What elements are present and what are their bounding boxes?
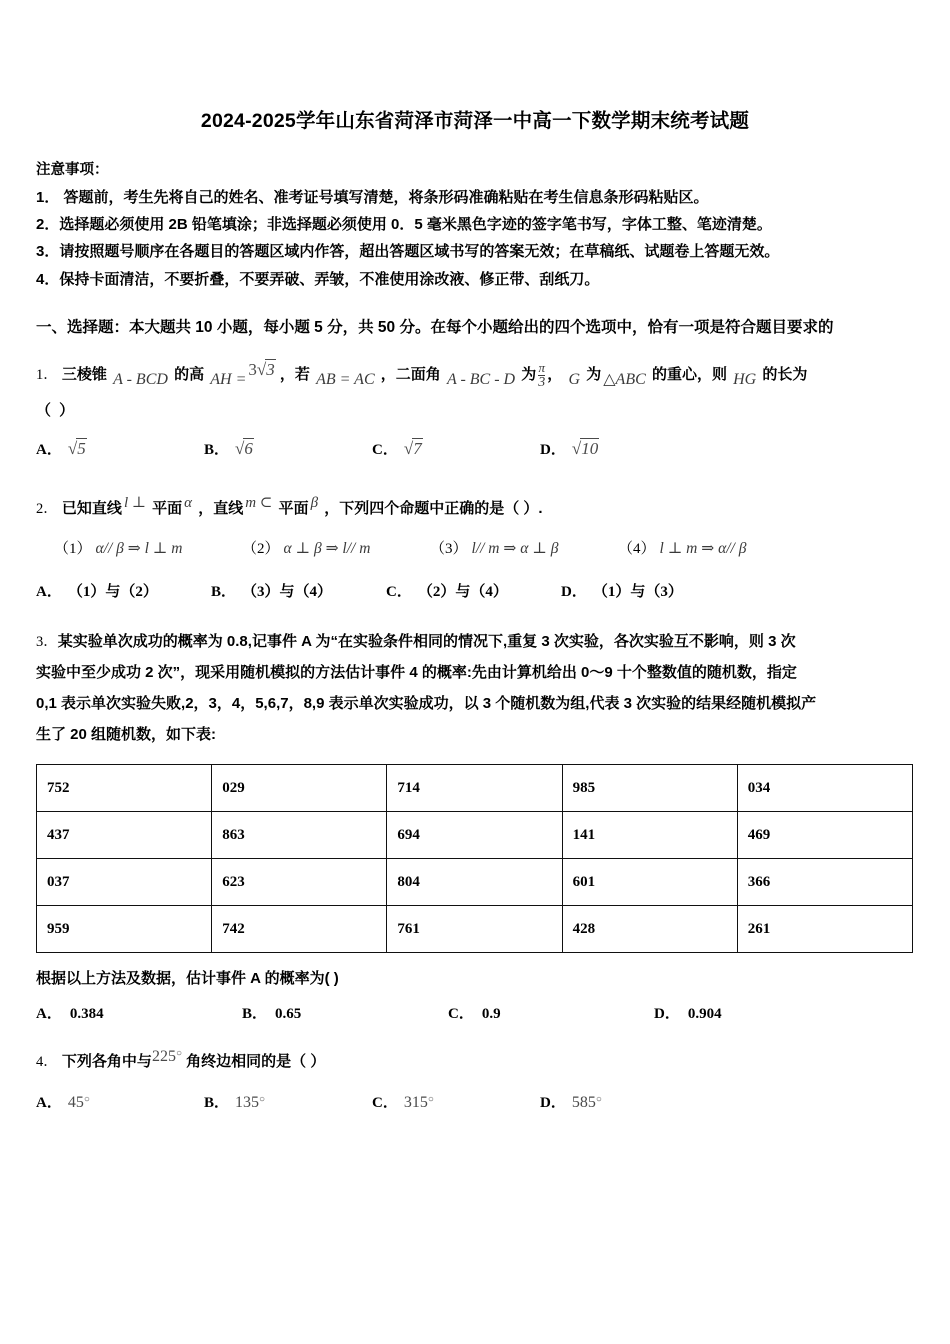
option-value-degrees: 315○ <box>403 1093 434 1111</box>
table-cell: 601 <box>562 859 737 906</box>
question-2-text-1: 已知直线 <box>61 500 122 518</box>
proposition-number: （3） <box>430 541 468 558</box>
option-label: D． <box>654 1006 680 1023</box>
table-cell: 694 <box>387 812 562 859</box>
table-cell: 623 <box>212 859 387 906</box>
question-1-text-1: 三棱锥 <box>61 365 107 383</box>
question-2-number: 2． <box>36 501 58 518</box>
option-label: C． <box>448 1006 474 1023</box>
table-cell: 437 <box>37 812 212 859</box>
question-4-text-1: 下列各角中与 <box>61 1053 152 1071</box>
degree-icon: ○ <box>83 1093 90 1105</box>
question-1-option-a[interactable] <box>36 438 204 459</box>
table-cell: 366 <box>737 859 912 906</box>
question-4-options <box>36 1091 914 1112</box>
sqrt-coefficient: 3 <box>248 359 257 379</box>
degree-icon: ○ <box>259 1093 266 1105</box>
table-cell: 761 <box>387 906 562 953</box>
question-1-option-c[interactable] <box>372 438 540 459</box>
table-row <box>37 859 913 906</box>
option-label: B． <box>204 1094 230 1111</box>
option-label: D． <box>540 1094 566 1111</box>
page-title: 2024-2025学年山东省菏泽市菏泽一中高一下数学期末统考试题 <box>200 110 750 132</box>
option-label: A． <box>36 1094 62 1111</box>
question-4-number: 4． <box>36 1054 58 1071</box>
option-label: C． <box>372 1094 398 1111</box>
notice-heading: 注意事项： <box>36 162 109 179</box>
option-value: （1）与（3） <box>592 584 683 601</box>
table-cell: 261 <box>737 906 912 953</box>
question-3-line-2: 实验中至少成功 2 次”，现采用随机模拟的方法估计事件 4 的概率:先由计算机给出 0～9 十个整数值的随机数，指定 <box>36 664 797 682</box>
question-1 <box>36 353 914 395</box>
question-2-math-3: m ⊂ <box>245 495 273 512</box>
question-1-text-2: 的高 <box>174 365 205 383</box>
question-3-line-3: 0,1 表示单次实验失败,2，3，4，5,6,7，8,9 表示单次实验成功，以 3 个随机数为组,代表 3 次实验的结果经随机模拟产 <box>36 694 817 712</box>
question-4-option-d[interactable] <box>540 1091 708 1112</box>
option-value: 0.904 <box>687 1006 722 1023</box>
fraction-denominator: 3 <box>538 374 546 390</box>
question-4-angle-value: 225○ <box>151 1048 182 1066</box>
question-3 <box>36 627 914 750</box>
option-value: 0.384 <box>69 1006 104 1023</box>
question-1-text-7: 为 <box>586 365 602 383</box>
option-value-sqrt: √6 <box>235 439 253 459</box>
question-1-text-3: ，若 <box>279 365 310 383</box>
option-label: A． <box>36 442 62 459</box>
question-2 <box>36 489 914 523</box>
question-1-math-6: △ABC <box>603 370 646 388</box>
question-1-text-9: 的长为 <box>762 365 808 383</box>
question-1-math-1: A - BCD <box>113 370 168 388</box>
table-row <box>37 765 913 812</box>
table-cell: 037 <box>37 859 212 906</box>
table-cell: 742 <box>212 906 387 953</box>
option-label: A． <box>36 1006 62 1023</box>
question-1-math-3: AB = AC <box>316 370 375 388</box>
table-cell: 141 <box>562 812 737 859</box>
notice-item-1: 1． 答题前，考生先将自己的姓名、准考证号填写清楚，将条形码准确粘贴在考生信息条形码粘贴区。 <box>36 188 709 206</box>
option-label: B． <box>242 1006 268 1023</box>
question-1-math-4: A - BC - D <box>446 370 516 388</box>
question-4-option-a[interactable] <box>36 1091 204 1112</box>
question-1-math-2: AH = <box>210 370 247 388</box>
question-3-line-1 <box>36 627 914 658</box>
question-4-option-b[interactable] <box>204 1091 372 1112</box>
question-1-option-b[interactable] <box>204 438 372 459</box>
question-1-options <box>36 438 914 459</box>
question-2-text-4: 平面 <box>278 500 309 518</box>
table-cell: 959 <box>37 906 212 953</box>
question-2-option-a[interactable] <box>36 580 211 601</box>
question-4-text-2: 角终边相同的是（ ） <box>186 1053 326 1071</box>
question-3-option-a[interactable] <box>36 1002 242 1023</box>
question-2-math-2: α <box>184 495 193 512</box>
question-1-number: 1． <box>36 366 58 383</box>
option-label: A． <box>36 584 62 601</box>
option-value: 0.65 <box>275 1006 302 1023</box>
question-2-option-b[interactable] <box>211 580 386 601</box>
question-4-option-c[interactable] <box>372 1091 540 1112</box>
question-2-option-d[interactable] <box>561 580 683 601</box>
degree-icon: ○ <box>595 1093 602 1105</box>
table-cell: 034 <box>737 765 912 812</box>
question-2-propositions <box>36 537 914 558</box>
option-label: D． <box>540 442 566 459</box>
proposition-number: （4） <box>618 541 656 558</box>
option-value-degrees: 45○ <box>67 1093 90 1111</box>
notice-item-4: 4．保持卡面清洁，不要折叠，不要弄破、弄皱，不准使用涂改液、修正带、刮纸刀。 <box>36 270 600 288</box>
option-value: （3）与（4） <box>242 584 333 601</box>
question-1-option-d[interactable] <box>540 438 708 459</box>
question-1-sqrt-1: 3√3 <box>248 359 275 379</box>
table-row <box>37 812 913 859</box>
option-value-sqrt: √5 <box>67 439 86 459</box>
random-number-table <box>36 764 913 953</box>
proposition-number: （2） <box>242 541 280 558</box>
proposition-body: l ⊥ m ⇒ α// β <box>659 540 747 558</box>
question-2-proposition-1 <box>54 537 242 558</box>
question-3-option-c[interactable] <box>448 1002 654 1023</box>
question-2-math-1: l ⊥ <box>123 495 146 512</box>
question-2-text-2: 平面 <box>152 500 183 518</box>
option-label: D． <box>561 584 587 601</box>
degree-icon: ○ <box>175 1048 182 1060</box>
question-2-options <box>36 580 914 601</box>
question-3-line-4: 生了 20 组随机数，如下表: <box>36 725 217 743</box>
option-value-degrees: 135○ <box>235 1093 266 1111</box>
table-cell: 985 <box>562 765 737 812</box>
question-2-proposition-2 <box>242 537 430 558</box>
table-row <box>37 906 913 953</box>
question-1-math-5: G <box>568 370 581 388</box>
question-1-text-8: 的重心，则 <box>651 365 727 383</box>
option-value-sqrt: √7 <box>403 439 422 459</box>
question-2-proposition-4 <box>618 537 746 558</box>
table-cell: 428 <box>562 906 737 953</box>
option-label: B． <box>204 442 230 459</box>
option-value-degrees: 585○ <box>571 1093 602 1111</box>
option-label: C． <box>386 584 412 601</box>
question-3-option-d[interactable] <box>654 1002 860 1023</box>
question-1-fraction-pi-over-3 <box>536 361 547 390</box>
question-4 <box>36 1041 914 1076</box>
proposition-number: （1） <box>54 541 92 558</box>
question-2-option-c[interactable] <box>386 580 561 601</box>
question-3-after-table-text: 根据以上方法及数据，估计事件 A 的概率为( ) <box>36 970 339 988</box>
question-1-math-7: HG <box>733 370 757 388</box>
option-value: 0.9 <box>481 1006 501 1023</box>
question-3-options <box>36 1002 914 1023</box>
proposition-body: l// m ⇒ α ⊥ β <box>471 540 559 558</box>
proposition-body: α// β ⇒ l ⊥ m <box>95 540 183 558</box>
fraction-numerator: π <box>538 360 546 376</box>
question-2-math-4: β <box>310 495 319 512</box>
table-cell: 752 <box>37 765 212 812</box>
question-2-proposition-3 <box>430 537 618 558</box>
notice-block <box>36 157 914 293</box>
question-3-number: 3． <box>36 634 58 651</box>
table-cell: 714 <box>387 765 562 812</box>
option-label: B． <box>211 584 237 601</box>
notice-item-3: 3．请按照题号顺序在各题目的答题区域内作答，超出答题区域书写的答案无效；在草稿纸、试题卷上答题无效。 <box>36 243 780 261</box>
section-heading: 一、选择题：本大题共 10 小题，每小题 5 分，共 50 分。在每个小题给出的四个选项中，恰有一项是符合题目要求的 <box>36 318 834 336</box>
question-2-text-3: ，直线 <box>198 500 244 518</box>
degree-icon: ○ <box>427 1093 434 1105</box>
proposition-body: α ⊥ β ⇒ l// m <box>283 540 371 558</box>
option-value-sqrt: √10 <box>571 439 599 459</box>
option-value: （1）与（2） <box>67 584 158 601</box>
notice-item-2: 2．选择题必须使用 2B 铅笔填涂；非选择题必须使用 0．5 毫米黑色字迹的签字笔书写，字体工整、笔迹清楚。 <box>36 216 772 234</box>
table-cell: 029 <box>212 765 387 812</box>
question-2-text-5: ，下列四个命题中正确的是（ ）. <box>324 500 543 518</box>
option-value: （2）与（4） <box>417 584 508 601</box>
question-1-text-6: ， <box>547 365 563 383</box>
question-1-text-5: 为 <box>521 365 537 383</box>
question-1-answer-paren: （ ） <box>36 402 77 420</box>
question-3-option-b[interactable] <box>242 1002 448 1023</box>
option-label: C． <box>372 442 398 459</box>
question-3-text-1: 某实验单次成功的概率为 0.8,记事件 A 为“在实验条件相同的情况下,重复 3 次实验，各次实验互不影响，则 3 次 <box>57 633 796 651</box>
question-1-text-4: ，二面角 <box>380 365 441 383</box>
sqrt-radicand: 3 <box>266 359 275 379</box>
table-cell: 863 <box>212 812 387 859</box>
table-cell: 469 <box>737 812 912 859</box>
table-cell: 804 <box>387 859 562 906</box>
